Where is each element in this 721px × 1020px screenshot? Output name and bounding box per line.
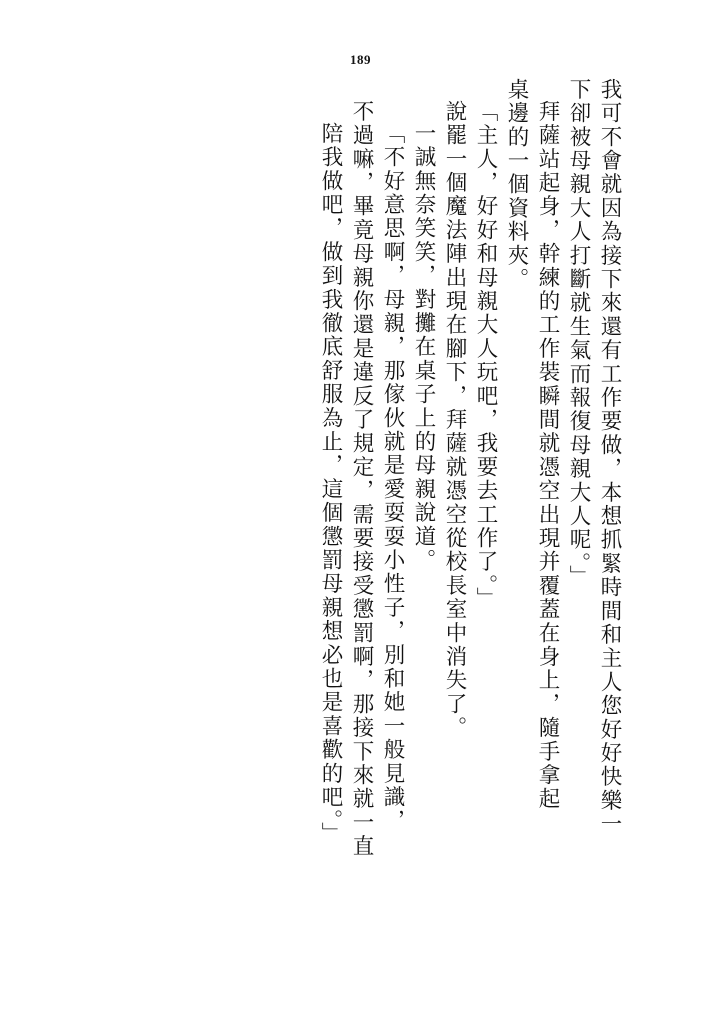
text-line: 不過嘛，畢竟母親你還是違反了規定，需要接受懲罰啊，那接下來就一直 [349, 100, 374, 859]
text-line: 拜薩站起身，幹練的工作裝瞬間就憑空出現并覆蓋在身上，隨手拿起 [535, 100, 560, 811]
text-line: 下卻被母親大人打斷就生氣而報復母親大人呢。」 [566, 78, 591, 589]
vertical-text-body [128, 78, 620, 958]
text-line: 說罷一個魔法陣出現在腳下，拜薩就憑空從校長室中消失了。 [442, 100, 467, 740]
text-line: 陪我做吧，做到我徹底舒服為止，這個懲罰母親想必也是喜歡的吧。」 [318, 122, 343, 846]
page-number: 189 [350, 52, 371, 67]
text-line: 一誠無奈笑笑，對攤在桌子上的母親說道。 [411, 122, 436, 573]
text-line: 「主人，好好和母親大人玩吧，我要去工作了。」 [473, 100, 498, 611]
text-line: 我可不會就因為接下來還有工作要做，本想抓緊時間和主人您好好快樂一 [597, 78, 622, 837]
text-line: 桌邊的一個資料夾。 [504, 78, 529, 292]
text-line: 「不好意思啊，母親，那傢伙就是愛耍耍小性子，別和她一般見識， [380, 122, 405, 833]
